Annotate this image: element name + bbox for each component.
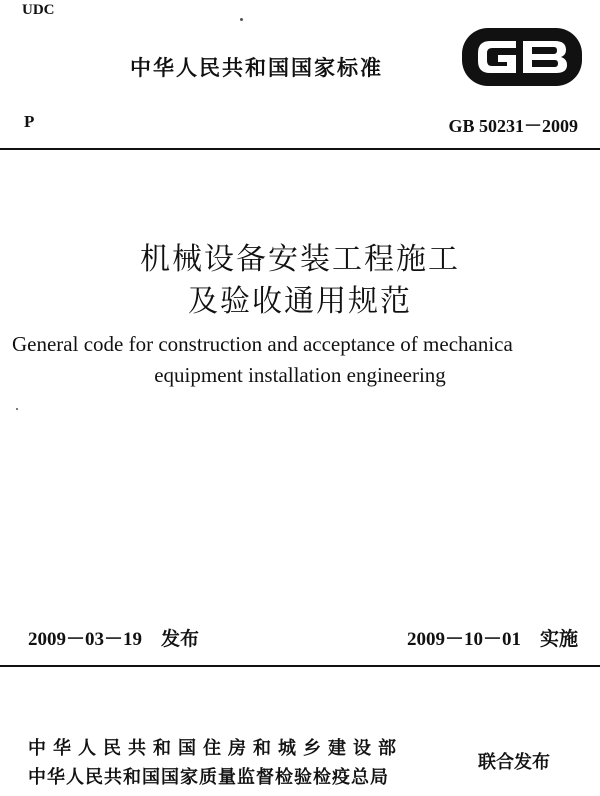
speck-dot — [240, 18, 243, 21]
title-chinese-line2: 及验收通用规范 — [188, 284, 412, 319]
speck-dot — [16, 408, 18, 410]
title-chinese-line1: 机械设备安装工程施工 — [140, 242, 460, 277]
udc-label: UDC — [22, 2, 55, 18]
title-english-line2: equipment installation engineering — [154, 363, 446, 387]
national-standard-heading: 中华人民共和国国家标准 — [130, 56, 383, 80]
title-english-line1: General code for construction and acceptance of mechanica — [12, 332, 513, 356]
implementation-date: 2009－10－01 实施 — [406, 629, 578, 650]
category-code: P — [24, 112, 35, 131]
issuer-ministry: 中华人民共和国住房和城乡建设部 — [28, 738, 403, 759]
issuer-aqsiq: 中华人民共和国国家质量监督检验检疫总局 — [28, 767, 389, 788]
gb-logo-icon — [460, 26, 584, 88]
header-divider — [0, 148, 600, 150]
footer-divider — [0, 665, 600, 667]
standard-number: GB 50231－2009 — [448, 116, 578, 136]
joint-issue-label: 联合发布 — [478, 752, 550, 773]
issue-date: 2009－03－19 发布 — [28, 629, 200, 650]
